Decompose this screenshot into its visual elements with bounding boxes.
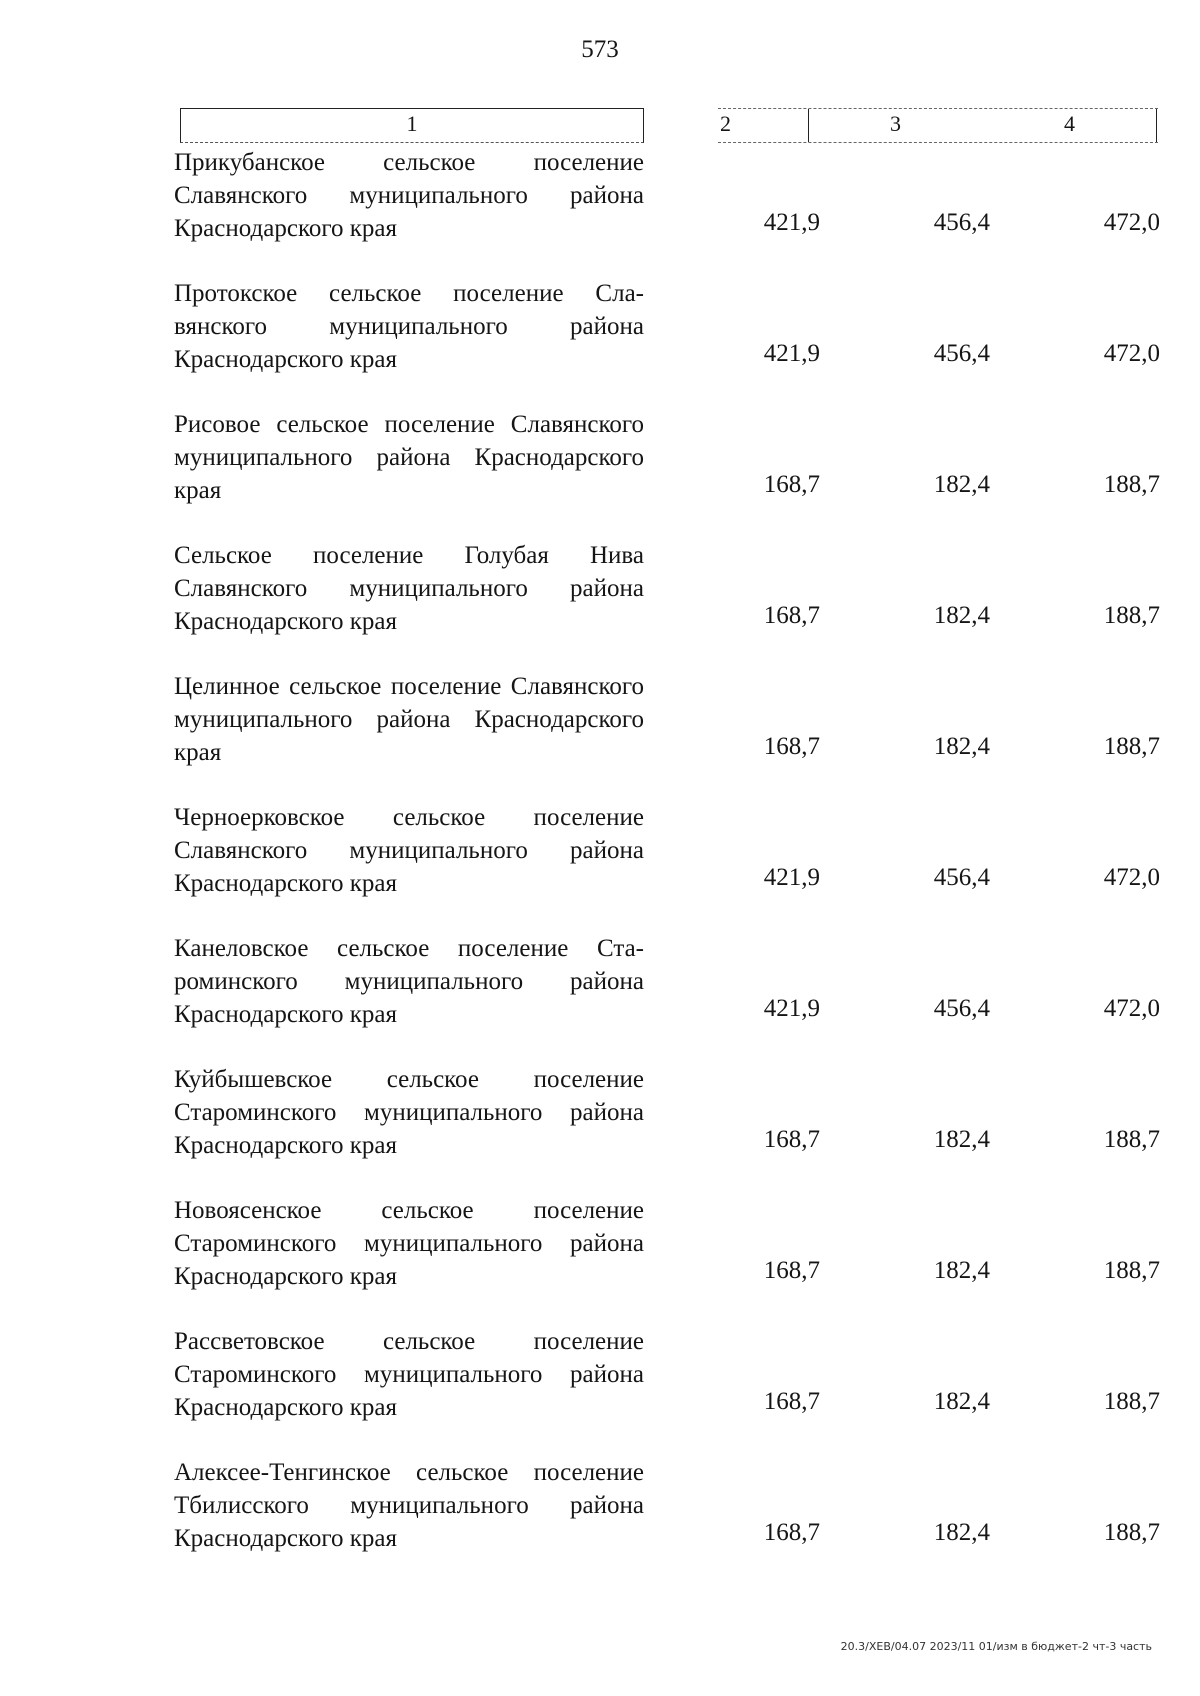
value-col-4: 472,0 (1103, 864, 1160, 891)
settlement-name: Целинное сельское поселение Славянского муниципального района Краснодарского края (174, 673, 644, 766)
value-col-4: 188,7 (1103, 602, 1160, 629)
table-row (0, 670, 1200, 801)
value-col-3: 182,4 (933, 602, 990, 629)
header-divider (808, 109, 809, 142)
settlement-name: Черноерковское сельское поселение Славянского муниципального района Краснодарского края (174, 804, 644, 897)
value-col-2: 168,7 (763, 1257, 820, 1284)
settlement-name: Новоясенское сельское поселение Староминского муниципального района Краснодарского края (174, 1197, 644, 1290)
settlement-name: Рассветовское сельское поселение Староминского муниципального района Краснодарского края (174, 1328, 644, 1421)
table-row (0, 1194, 1200, 1325)
value-col-4: 472,0 (1103, 995, 1160, 1022)
table-header-col-4: 4 (1064, 111, 1075, 136)
table-row (0, 801, 1200, 932)
value-col-3: 182,4 (933, 1257, 990, 1284)
settlement-name: Сельское поселение Голубая Нива Славянского муниципального района Краснодарского края (174, 542, 644, 635)
value-col-3: 182,4 (933, 471, 990, 498)
table-row (0, 539, 1200, 670)
value-col-4: 188,7 (1103, 1388, 1160, 1415)
value-col-3: 456,4 (933, 995, 990, 1022)
table-row (0, 1456, 1200, 1587)
value-col-2: 421,9 (763, 340, 820, 367)
value-col-3: 182,4 (933, 733, 990, 760)
settlement-name: Алексее-Тенгинское сельское поселение Тбилисского муниципального района Краснодарского края (174, 1459, 644, 1552)
table-row (0, 146, 1200, 277)
header-right-edge (1156, 109, 1157, 142)
settlement-name: Канеловское сельское поселение Староминского муниципального района Краснодарского края (174, 935, 644, 1028)
value-col-4: 188,7 (1103, 1519, 1160, 1546)
table-header-numeric (718, 108, 1158, 143)
value-col-3: 182,4 (933, 1388, 990, 1415)
value-col-2: 168,7 (763, 733, 820, 760)
table-row (0, 932, 1200, 1063)
value-col-4: 188,7 (1103, 1126, 1160, 1153)
value-col-2: 168,7 (763, 1519, 820, 1546)
table-header-col-1: 1 (180, 108, 644, 143)
value-col-2: 168,7 (763, 1388, 820, 1415)
table-row (0, 1063, 1200, 1194)
table-header-col-3: 3 (890, 111, 901, 136)
table-row (0, 408, 1200, 539)
page-number: 573 (581, 36, 619, 63)
value-col-3: 456,4 (933, 340, 990, 367)
value-col-2: 421,9 (763, 864, 820, 891)
value-col-2: 168,7 (763, 602, 820, 629)
footer-file-reference: 20.3/XEB/04.07 2023/11 01/изм в бюджет-2 чт-3 часть (840, 1640, 1152, 1653)
value-col-3: 182,4 (933, 1519, 990, 1546)
table-header-col-2: 2 (720, 111, 731, 136)
value-col-4: 472,0 (1103, 209, 1160, 236)
table-row (0, 1325, 1200, 1456)
value-col-3: 456,4 (933, 864, 990, 891)
settlement-name: Прикубанское сельское поселение Славянского муниципального района Краснодарского края (174, 149, 644, 242)
value-col-3: 456,4 (933, 209, 990, 236)
settlement-name: Рисовое сельское поселение Славянского муниципального района Краснодарского края (174, 411, 644, 504)
value-col-4: 188,7 (1103, 471, 1160, 498)
value-col-4: 188,7 (1103, 733, 1160, 760)
value-col-3: 182,4 (933, 1126, 990, 1153)
table-row (0, 277, 1200, 408)
value-col-2: 421,9 (763, 995, 820, 1022)
value-col-2: 168,7 (763, 471, 820, 498)
table-body (0, 146, 1200, 1587)
value-col-2: 168,7 (763, 1126, 820, 1153)
settlement-name: Протокское сельское поселение Славянского муниципального района Краснодарского края (174, 280, 644, 373)
value-col-4: 188,7 (1103, 1257, 1160, 1284)
settlement-name: Куйбышевское сельское поселение Староминского муниципального района Краснодарского края (174, 1066, 644, 1159)
value-col-2: 421,9 (763, 209, 820, 236)
value-col-4: 472,0 (1103, 340, 1160, 367)
